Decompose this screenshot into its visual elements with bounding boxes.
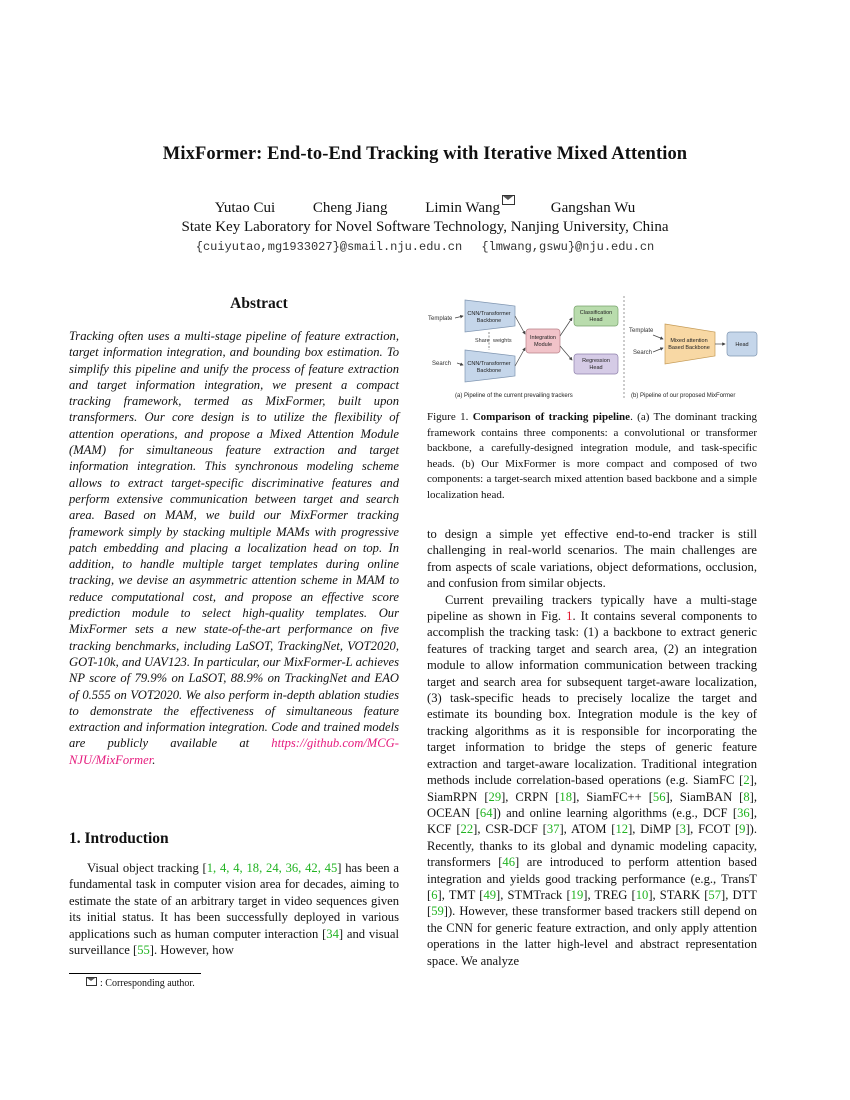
head-label: Head	[735, 342, 749, 348]
citation[interactable]: 56	[652, 789, 666, 804]
regression-head-label: Head	[589, 365, 603, 371]
template-label: Template	[629, 328, 654, 334]
affiliation: State Key Laboratory for Novel Software Technology, Nanjing University, China	[181, 219, 669, 235]
template-label: Template	[428, 316, 453, 322]
citation[interactable]: 55	[137, 943, 150, 958]
backbone-bottom-label: Backbone	[476, 368, 502, 374]
author-name: Limin Wang	[425, 200, 500, 216]
caption-a: (a) Pipeline of the current prevailing trackers	[455, 393, 573, 399]
citation[interactable]: 49	[483, 887, 497, 902]
arrow	[455, 316, 463, 318]
integration-label: Integration	[530, 335, 556, 341]
envelope-icon	[502, 195, 515, 205]
citation[interactable]: 19	[570, 887, 584, 902]
introduction-text: Visual object tracking [1, 4, 4, 18, 24, 36, 42, 45] has been a fundamental task in computer vision area for decades, aiming to estimate the state of an arbitrary target in video sequences given its initial status. It has been successfully deployed in various applications such as human computer interaction [34] and visual surveillance [55]. However, how	[69, 861, 399, 958]
classification-head-label: Classification	[579, 310, 613, 316]
integration-label: Module	[533, 342, 553, 348]
caption-b: (b) Pipeline of our proposed MixFormer	[631, 393, 736, 399]
arrow	[653, 335, 663, 339]
arrow	[560, 318, 572, 336]
citation[interactable]: 12	[615, 822, 629, 837]
footnote-rule	[69, 973, 201, 974]
abstract-text: Tracking often uses a multi-stage pipeline of feature extraction, target information integration, and bounding box estimation. To simplify this pipeline and unify the process of feature extraction and target information integration, we present a compact tracking framework, termed as MixFormer, built upon transformers. Our core design is to utilize the flexibility of attention operations, and propose a Mixed Attention Module (MAM) for simultaneous feature extraction and target information integration. This synchronous modeling scheme allows to extract target-specific discriminative features and perform extensive communication between target and search area. Based on MAM, we build our MixFormer tracking framework simply by stacking multiple MAMs with progressive patch embedding and placing a localization head on top. In addition, to handle multiple target templates during online tracking, we devise an asymmetric attention scheme in MAM to reduce computational cost, and propose an effective score prediction module to select high-quality templates. Our MixFormer sets a new state-of-the-art performance on five tracking benchmarks, including LaSOT, TrackingNet, VOT2020, GOT-10k, and UAV123. In particular, our MixFormer-L achieves NP score of 79.9% on LaSOT, 88.9% on TrackingNet and EAO of 0.555 on VOT2020. We also perform in-depth ablation studies to demonstrate the effectiveness of simultaneous feature extraction and information integration. Code and trained models are publicly available at https://github.com/MCG-NJU/MixFormer.	[69, 329, 399, 767]
arrow	[515, 316, 525, 334]
footnote: : Corresponding author.	[86, 977, 195, 989]
arrow	[457, 363, 463, 365]
citation[interactable]: 18	[559, 789, 572, 804]
citation[interactable]: 34	[326, 926, 339, 941]
paper-title: MixFormer: End-to-End Tracking with Iterative Mixed Attention	[162, 144, 688, 164]
search-label: Search	[633, 350, 653, 356]
introduction-text-continued: to design a simple yet effective end-to-end tracker is still challenging in real-world scenarios. The main challenges are from aspects of scale variations, object deformations, occlusion, and confusion from similar objects. Current prevailing trackers typically have a multi-stage pipeline as shown in Fig. 1. It contains several components to accomplish the tracking task: (1) a backbone to extract generic features of tracking target and search area, (2) an integration module to allow information communication between tracking target and search area for subsequent target-aware localization, (3) task-specific heads to precisely localize the target and estimate its bounding box. Integration module is the key of tracking algorithms as it is responsible for incorporating the target information to bridge the steps of generic feature extraction and target-aware localization. Traditional integration methods include correlation-based operations (e.g. SiamFC [2], SiamRPN [29], CRPN [18], SiamFC++ [56], SiamBAN [8], OCEAN [64]) and online learning algorithms (e.g., DCF [36], KCF [22], CSR-DCF [37], ATOM [12], DiMP [3], FCOT [9]). Recently, thanks to its global and dynamic modeling capacity, transformers [46] are introduced to perform attention based integration and yields good tracking performance (e.g., TransT [6], TMT [49], STMTrack [19], TREG [10], STARK [57], DTT [59]). However, these transformer based trackers still depend on the CNN for generic feature extraction, and only apply attention operations in the latter high-level and abstract representation space. We analyze	[427, 527, 758, 968]
citation[interactable]: 57	[708, 887, 721, 902]
figure-1-caption: Figure 1. Comparison of tracking pipeline. (a) The dominant tracking framework contains three components: a convolutional or transformer backbone, a carefully-designed integration module, and task-specific heads. (b) Our MixFormer is more compact and composed of two components: a target-search mixed attention based backbone and a simple localization head.	[427, 411, 757, 501]
emails	[0, 240, 850, 254]
figure-ref[interactable]: 1	[566, 609, 573, 624]
citation[interactable]: 10	[635, 887, 649, 902]
citation[interactable]: 46	[502, 855, 516, 870]
abstract-heading: Abstract	[230, 295, 288, 312]
integration-module-box	[526, 329, 560, 353]
citation[interactable]: 22	[460, 822, 474, 837]
code-link[interactable]: https://github.com/MCG-NJU/MixFormer	[69, 736, 399, 767]
author: Cheng Jiang	[312, 200, 388, 216]
citation[interactable]: 29	[488, 789, 502, 804]
citation[interactable]: 6	[431, 887, 438, 902]
backbone-top-label: CNN/Transformer	[467, 311, 511, 317]
citation[interactable]: 2	[743, 773, 750, 788]
mixed-backbone-label: Mixed attention	[670, 338, 708, 344]
mixed-backbone-label: Based Backbone	[668, 345, 710, 351]
citation[interactable]: 3	[679, 822, 686, 837]
citation[interactable]: 9	[739, 822, 746, 837]
arrow	[560, 346, 572, 360]
backbone-top-label: Backbone	[476, 318, 502, 324]
classification-head-box	[574, 306, 618, 326]
classification-head-label: Head	[589, 317, 603, 323]
email: {cuiyutao,mg1933027}@smail.nju.edu.cn	[195, 240, 463, 254]
citation[interactable]: 59	[431, 904, 444, 919]
citation[interactable]: 1, 4, 4, 18, 24, 36, 42, 45	[206, 861, 338, 875]
author: Gangshan Wu	[550, 200, 636, 216]
author-list	[0, 200, 850, 217]
citation[interactable]: 64	[479, 805, 493, 820]
figure-1-diagram	[425, 294, 761, 402]
section-heading-introduction: 1. Introduction	[69, 830, 169, 847]
envelope-icon	[86, 977, 97, 986]
citation[interactable]: 8	[743, 789, 750, 804]
regression-head-label: Regression	[582, 358, 610, 364]
author	[425, 200, 513, 217]
arrow	[515, 348, 525, 366]
backbone-bottom-label: CNN/Transformer	[467, 361, 511, 367]
weights-label: weights	[493, 338, 512, 344]
citation[interactable]: 36	[737, 805, 750, 820]
regression-head-box	[574, 354, 618, 374]
share-label: Share	[475, 338, 490, 344]
search-label: Search	[432, 361, 452, 367]
email: {lmwang,gswu}@nju.edu.cn	[481, 240, 655, 254]
mixed-attention-backbone-box	[665, 324, 715, 364]
author: Yutao Cui	[214, 200, 276, 216]
citation[interactable]: 37	[546, 822, 560, 837]
arrow	[653, 348, 663, 352]
